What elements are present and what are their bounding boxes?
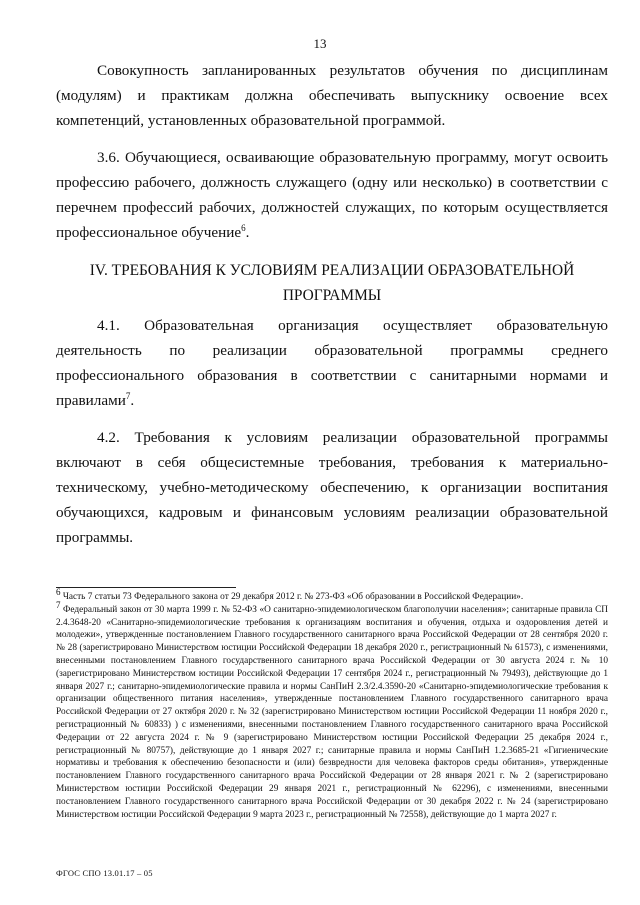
- paragraph-3-6-text: 3.6. Обучающиеся, осваивающие образовательную программу, могут освоить профессию рабочего, должность служащего (одну или несколько) в соответствии с перечнем профессий рабочих, должностей служащих, по которым осуществляется профессиональное обучение: [56, 149, 608, 241]
- footnote-7: [56, 599, 608, 822]
- page-number: 13: [313, 36, 327, 51]
- paragraph-4-2: 4.2. Требования к условиям реализации образовательной программы включают в себя общесистемные требования, требования к материально-техническому, учебно-методическому обеспечению, к организации воспитания обучающихся, кадровым и финансовым условиям реализации образовательной программы.: [56, 429, 608, 546]
- section-3-text: [56, 58, 608, 257]
- footnote-7-text: Федеральный закон от 30 марта 1999 г. № 52-ФЗ «О санитарно-эпидемиологическом благополучии населения»; санитарные правила СП 2.4.3648-20 «Санитарно-эпидемиологические требования к организациям воспитания и обучения, отдыха и оздоровления детей и молодежи», утвержденные постановлением Главного государственного санитарного врача Российской Федерации от 28 сентября 2020 г. № 28 (зарегистрировано Министерством юстиции Российской Федерации 18 декабря 2020 г., регистрационный № 61573), с изменениями, внесенными постановлением Главного государственного санитарного врача Российской Федерации от 30 августа 2024 г. № 10 (зарегистрировано Министерством юстиции Российской Федерации 17 сентября 2024 г., регистрационный № 79493), действующие до 1 января 2027 г.; санитарно-эпидемиологические правила и нормы СанПиН 2.3/2.4.3590-20 «Санитарно-эпидемиологические требования к организации общественного питания населения», утвержденные постановлением Главного государственного санитарного врача Российской Федерации от 27 октября 2020 г. № 32 (зарегистрировано Министерством юстиции Российской Федерации 11 ноября 2020 г., регистрационный № 60833) ) с изменениями, внесенными постановлением Главного государственного санитарного врача Российской Федерации от 22 августа 2024 г. № 9 (зарегистрировано Министерством юстиции Российской Федерации 25 декабря 2024 г., регистрационный № 80757), действующие до 1 января 2027 г.; санитарные правила и нормы СанПиН 1.2.3685-21 «Гигиенические нормативы и требования к обеспечению безопасности и (или) безвредности для человека факторов среды обитания», утвержденные постановлением Главного государственного санитарного врача Российской Федерации от 28 января 2021 г. № 2 (зарегистрировано Министерством юстиции Российской Федерации 29 января 2021 г., регистрационный № 62296), с изменениями, внесенными постановлением Главного государственного санитарного врача Российской Федерации от 30 декабря 2022 г. № 24 (зарегистрировано Министерством юстиции Российской Федерации 9 марта 2023 г., регистрационный № 72558), действующие до 1 марта 2027 г.: [56, 604, 608, 820]
- footnote-ref-6[interactable]: 6: [241, 222, 246, 233]
- paragraph-4-1: [56, 313, 608, 413]
- footnote-divider: [56, 587, 236, 588]
- document-code: ФГОС СПО 13.01.17 – 05: [56, 868, 153, 878]
- footnote-7-mark: 7: [56, 599, 61, 610]
- paragraph-3-6: [56, 145, 608, 245]
- section-heading-iv: IV. ТРЕБОВАНИЯ К УСЛОВИЯМ РЕАЛИЗАЦИИ ОБРАЗОВАТЕЛЬНОЙ ПРОГРАММЫ: [89, 262, 575, 304]
- footnote-6-text: Часть 7 статьи 73 Федерального закона от 29 декабря 2012 г. № 273-ФЗ «Об образовании в Российской Федерации».: [60, 592, 524, 602]
- footnote-6: [56, 586, 608, 604]
- paragraph-3-6-end: .: [245, 224, 250, 241]
- footnotes: [56, 586, 608, 821]
- paragraph-4-1-end: .: [130, 392, 135, 409]
- paragraph-4-1-text: 4.1. Образовательная организация осуществляет образовательную деятельность по реализации образовательной программы среднего профессионального образования в соответствии с санитарными нормами и правилами: [56, 317, 608, 409]
- section-4-text: [56, 313, 608, 562]
- footnote-ref-7[interactable]: 7: [125, 390, 131, 401]
- footnote-6-mark: 6: [56, 586, 61, 597]
- paragraph-competencies: Совокупность запланированных результатов обучения по дисциплинам (модулям) и практикам должна обеспечивать выпускнику освоение всех компетенций, установленных образовательной программой.: [56, 62, 608, 129]
